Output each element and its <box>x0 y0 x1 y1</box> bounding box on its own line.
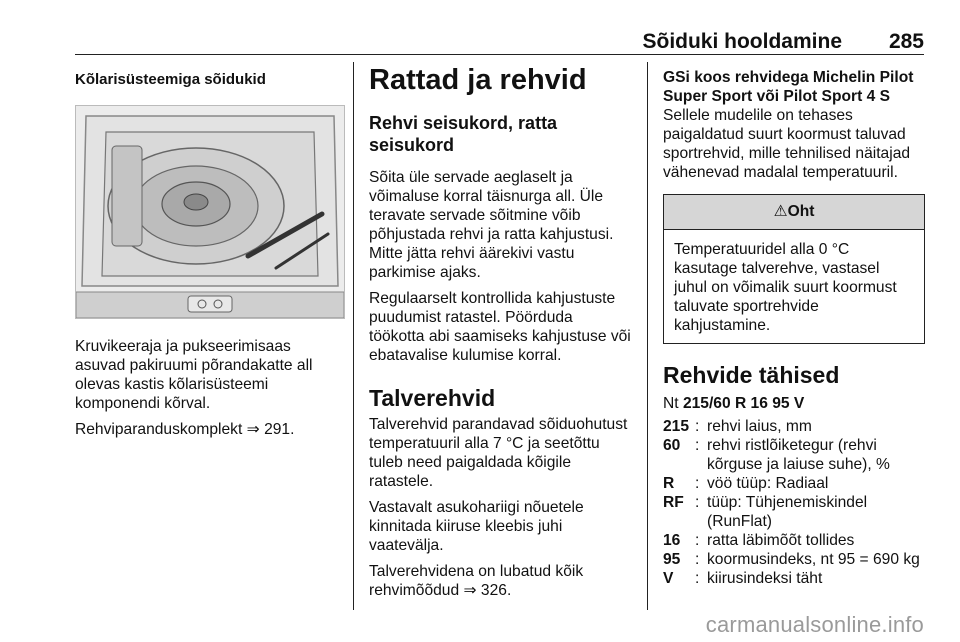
code-description: ratta läbimõõt tollides <box>707 532 855 549</box>
code-description: rehvi ristlõiketegur (rehvi kõrguse ja laiuse suhe), % <box>707 437 890 473</box>
code-separator: : <box>695 418 700 435</box>
gsi-text: Sellele mudelile on tehases paigaldatud suurt koormust taluvad sportrehvid, mille tehnilised näitajad vähenevad madalal temperatuuril. <box>663 107 911 181</box>
page-number: 285 <box>888 30 924 53</box>
page-reference-icon: ⇒ <box>246 421 260 438</box>
repair-kit-label: Rehviparanduskomplekt <box>75 421 243 438</box>
code-key: RF <box>663 494 684 511</box>
winter-tyres-sizes-text: Talverehvidena on lubatud kõik rehvimõõdud <box>369 563 584 599</box>
code-separator: : <box>695 494 700 511</box>
tyre-condition-text-2: Regulaarselt kontrollida kahjustuste puudumist ratastel. Pöörduda töökotta abi saamiseks kahjustuse või ebatavalise kulumise korral. <box>369 290 631 364</box>
column-3 <box>663 62 925 588</box>
tyre-code-list <box>663 417 925 588</box>
winter-tyres-text-3 <box>369 562 631 600</box>
danger-warning-box <box>663 194 925 344</box>
header-rule <box>75 54 924 55</box>
code-key: R <box>663 475 675 492</box>
column-divider-1 <box>353 62 354 610</box>
code-separator: : <box>695 532 700 549</box>
subheading-winter-tyres: Talverehvid <box>369 385 496 411</box>
tyre-code-row <box>663 474 925 493</box>
column-1 <box>75 62 343 446</box>
trunk-storage-figure <box>75 105 345 319</box>
code-separator: : <box>695 570 700 587</box>
tyre-marking-example <box>663 394 925 413</box>
code-description: vöö tüüp: Radiaal <box>707 475 829 492</box>
tyre-code-row <box>663 531 925 550</box>
danger-warning-title: Oht <box>787 203 815 220</box>
code-key: 95 <box>663 551 681 568</box>
tyre-code-row <box>663 417 925 436</box>
column-divider-2 <box>647 62 648 610</box>
column-2 <box>369 62 631 607</box>
code-description: rehvi laius, mm <box>707 418 812 435</box>
tyre-code-row <box>663 493 925 531</box>
danger-warning-header <box>664 195 924 230</box>
tyre-code-row <box>663 569 925 588</box>
winter-tyres-text-2: Vastavalt asukohariigi nõuetele kinnitada kiiruse kleebis juhi vaatevälja. <box>369 499 584 554</box>
page-reference-icon: ⇒ <box>463 582 477 599</box>
code-key: V <box>663 570 674 587</box>
winter-tyres-text-1: Talverehvid parandavad sõiduohutust temperatuuril alla 7 °C ja seetõttu tuleb need paigaldada kõigile ratastele. <box>369 416 628 490</box>
trunk-storage-illustration <box>76 106 344 318</box>
example-prefix: Nt <box>663 395 679 412</box>
tools-location-text: Kruvikeeraja ja pukseerimisaas asuvad pakiruumi põrandakatte all olevas kastis kõlarisüsteemi komponendi kõrval. <box>75 338 313 412</box>
code-separator: : <box>695 475 700 492</box>
repair-kit-reference <box>75 420 343 439</box>
tyre-condition-text-1: Sõita üle servade aeglaselt ja võimaluse korral täisnurga all. Üle teravate servade sõitmine võib põhjustada rehvi ja ratta kahjustusi. Mitte jätta rehvi äärekivi vastu parkimise ajaks. <box>369 169 614 281</box>
chapter-title: Rattad ja rehvid <box>369 64 587 96</box>
gsi-heading: GSi koos rehvidega Michelin Pilot Super Sport või Pilot Sport 4 S <box>663 69 914 105</box>
tyre-code-row <box>663 550 925 569</box>
code-key: 60 <box>663 437 681 454</box>
code-description: tüüp: Tühjenemiskindel (RunFlat) <box>707 494 868 530</box>
section-heading-speaker-system: Kõlarisüsteemiga sõidukid <box>75 71 266 88</box>
warning-triangle-icon: ⚠ <box>773 203 788 220</box>
code-key: 215 <box>663 418 690 435</box>
repair-kit-page-ref[interactable]: 291. <box>264 421 295 438</box>
running-header-title: Sõiduki hooldamine <box>642 30 842 53</box>
code-separator: : <box>695 437 700 454</box>
code-separator: : <box>695 551 700 568</box>
example-code: 215/60 R 16 95 V <box>682 395 805 412</box>
winter-tyres-page-ref[interactable]: 326. <box>480 582 512 599</box>
code-description: kiirusindeksi täht <box>707 570 823 587</box>
code-key: 16 <box>663 532 681 549</box>
code-description: koormusindeks, nt 95 = 690 kg <box>707 551 920 568</box>
watermark: carmanualsonline.info <box>705 612 924 637</box>
subheading-tyre-condition: Rehvi seisukord, ratta seisukord <box>369 113 558 155</box>
tyre-code-row <box>663 436 925 474</box>
subheading-tyre-markings: Rehvide tähised <box>663 362 840 388</box>
danger-warning-text: Temperatuuridel alla 0 °C kasutage talverehve, vastasel juhul on võimalik suurt koormust taluvate sportrehvide kahjustamine. <box>674 241 897 334</box>
